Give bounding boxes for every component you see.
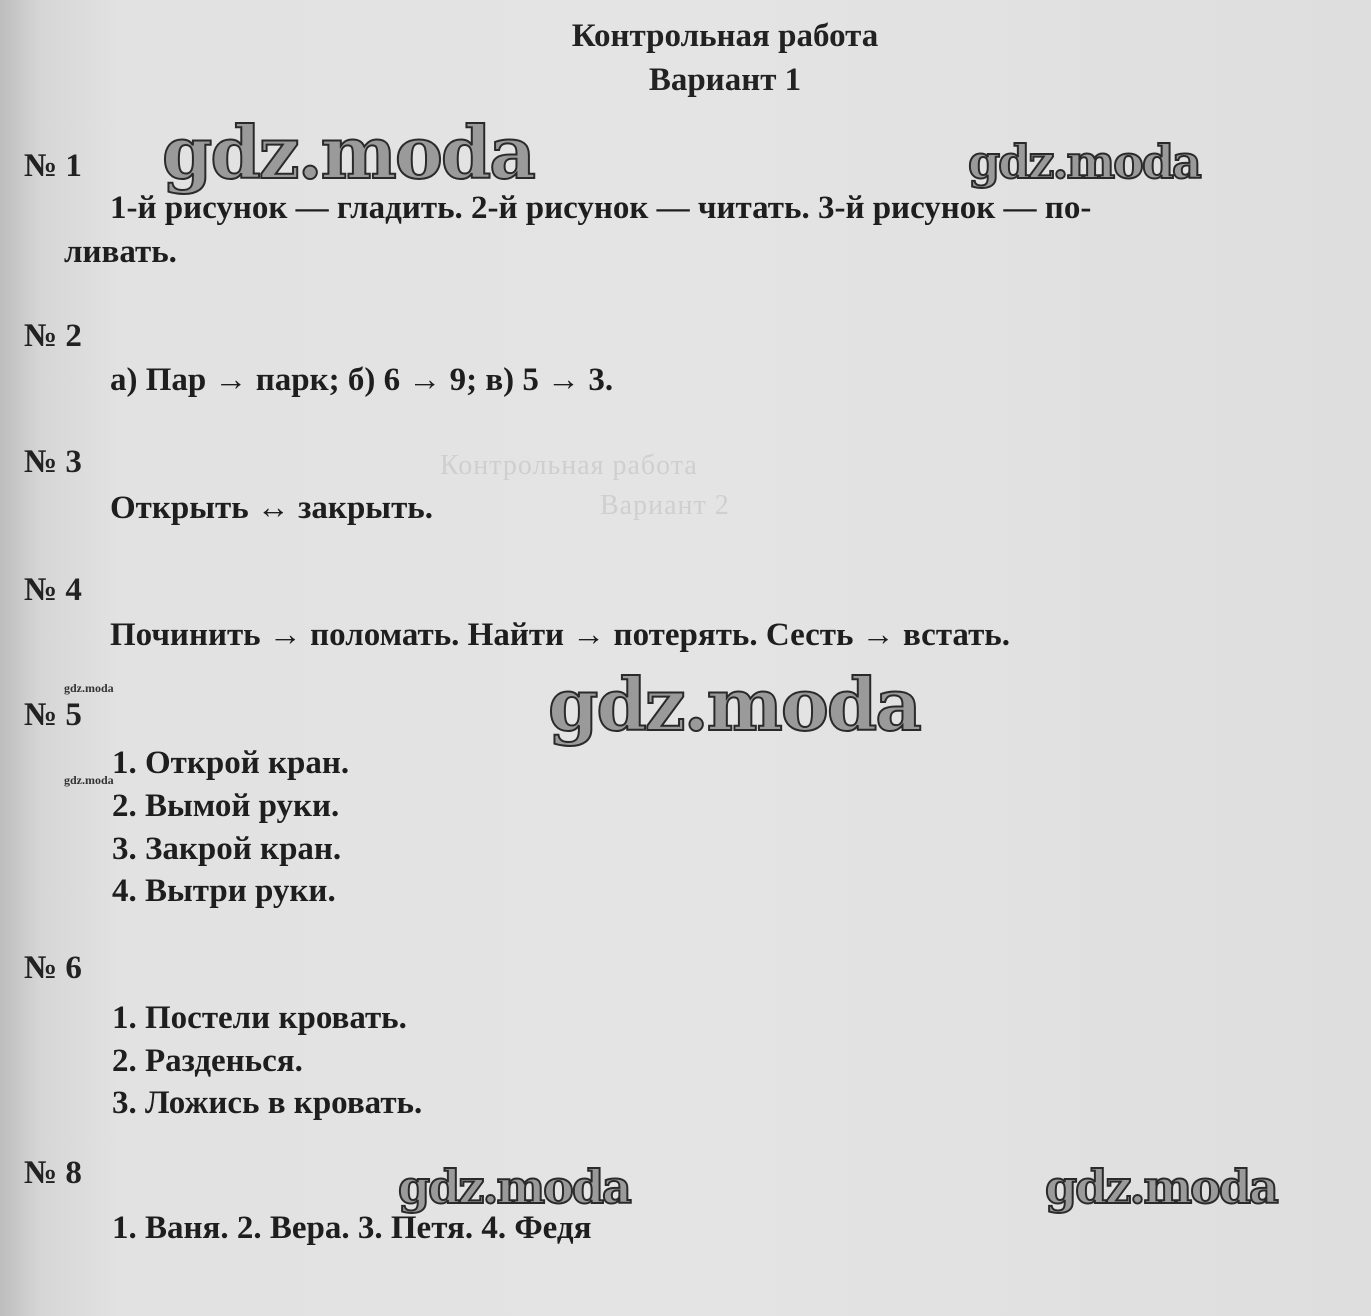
task-number-6: № 6 <box>24 950 82 986</box>
task-number-3: № 3 <box>24 444 82 480</box>
watermark-top-left: gdz.moda <box>162 110 534 195</box>
variant-title: Вариант 1 <box>648 62 802 98</box>
task-2-line-1: а) Пар → парк; б) 6 → 9; в) 5 → 3. <box>110 362 614 398</box>
task-number-5: № 5 <box>24 697 82 733</box>
task-3-line-1: Открыть ↔ закрыть. <box>110 490 433 526</box>
task-number-2: № 2 <box>24 318 82 354</box>
bleed-through-title: Контрольная работа <box>440 450 698 481</box>
task-6-line-2: 2. Разденься. <box>112 1043 303 1079</box>
watermark-bottom-left: gdz.moda <box>398 1160 630 1214</box>
watermark-small-1: gdz.moda <box>64 681 114 695</box>
task-number-8: № 8 <box>24 1155 82 1191</box>
task-4-line-1: Починить → поломать. Найти → потерять. Сесть → встать. <box>110 617 1010 653</box>
task-1-line-2: ливать. <box>64 234 177 270</box>
task-5-line-1: 1. Открой кран. <box>112 745 350 781</box>
task-number-4: № 4 <box>24 572 82 608</box>
task-5-line-4: 4. Вытри руки. <box>112 873 336 909</box>
bleed-through-variant: Вариант 2 <box>600 490 730 521</box>
task-5-line-3: 3. Закрой кран. <box>112 831 342 867</box>
watermark-small-2: gdz.moda <box>64 773 114 787</box>
task-1-line-1: 1-й рисунок — гладить. 2-й рисунок — читать. 3-й рисунок — по- <box>110 190 1092 226</box>
task-number-1: № 1 <box>24 148 82 184</box>
watermark-middle: gdz.moda <box>548 662 920 747</box>
task-6-line-1: 1. Постели кровать. <box>112 1000 407 1036</box>
task-6-line-3: 3. Ложись в кровать. <box>112 1085 423 1121</box>
watermark-top-right: gdz.moda <box>968 135 1200 189</box>
watermark-bottom-right: gdz.moda <box>1045 1160 1277 1214</box>
task-5-line-2: 2. Вымой руки. <box>112 788 340 824</box>
page-title: Контрольная работа <box>571 18 879 54</box>
task-8-line-1: 1. Ваня. 2. Вера. 3. Петя. 4. Федя <box>112 1210 592 1246</box>
